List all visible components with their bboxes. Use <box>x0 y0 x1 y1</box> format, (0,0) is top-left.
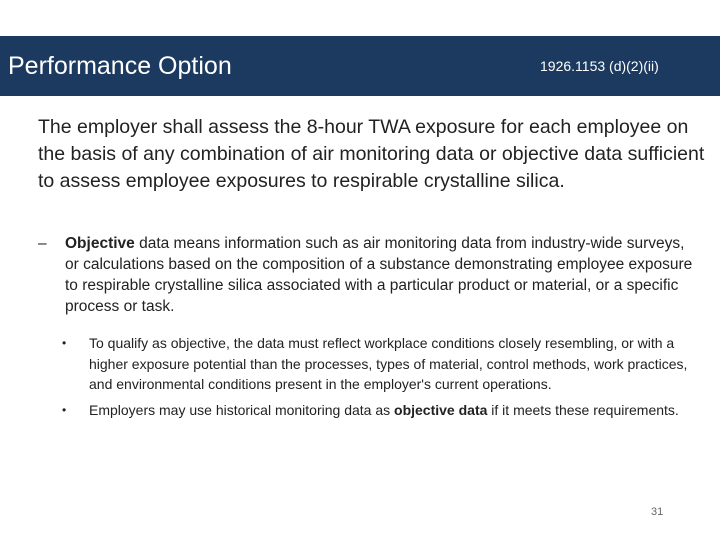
bullet-item <box>60 333 705 395</box>
bullet-bold-term: objective data <box>394 401 488 418</box>
bullet-text-before: Employers may use historical monitoring data as <box>89 401 395 418</box>
page-number: 31 <box>651 506 664 518</box>
sub-point-body: data means information such as air monitoring data from industry-wide surveys, or calculations based on the composition of a substance demonstrating employee exposure to respirable crystalline silica associated with a particular product or material, or a specific process or task. <box>65 235 693 315</box>
main-paragraph: The employer shall assess the 8-hour TWA exposure for each employee on the basis of any combination of air monitoring data or objective data sufficient to assess employee exposures to respirable crystalline silica. <box>38 116 705 192</box>
bullet-marker: • <box>62 402 67 417</box>
slide-title: Performance Option <box>8 52 232 80</box>
dash-marker: – <box>38 235 47 252</box>
bullet-text-after: if it meets these requirements. <box>487 401 679 418</box>
bullet-item <box>60 400 705 421</box>
regulation-reference: 1926.1153 (d)(2)(ii) <box>540 58 659 74</box>
bullet-marker: • <box>62 336 67 350</box>
sub-point <box>38 233 698 317</box>
header-bar <box>0 36 720 96</box>
bullet-list <box>60 333 705 425</box>
sub-point-text <box>65 233 698 317</box>
bullet-text: To qualify as objective, the data must reflect workplace conditions closely resembling, or with a higher exposure potential than the processes, types of material, control methods, work practices, and environmental conditions present in the employer's current operations. <box>89 335 688 392</box>
sub-point-term: Objective <box>65 235 135 252</box>
